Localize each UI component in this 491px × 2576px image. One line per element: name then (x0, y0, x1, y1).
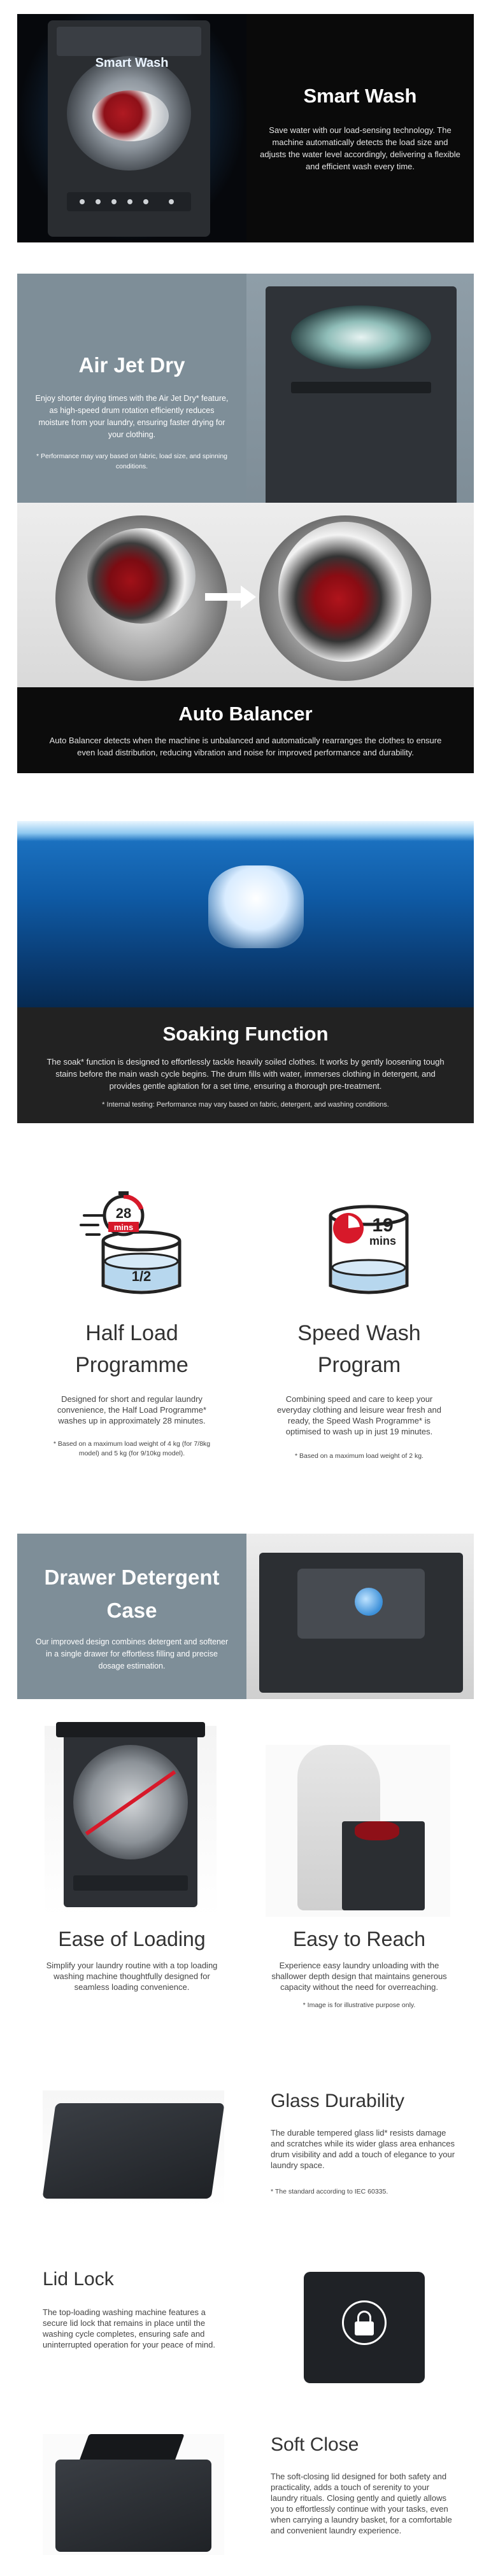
speed-wash-note: * Based on a maximum load weight of 2 kg. (295, 1452, 423, 1460)
drawer-detergent-section (17, 1534, 474, 1699)
air-jet-dry-note: * Performance may vary based on fabric, load size, and spinning conditions. (36, 452, 227, 470)
air-jet-dry-description: Enjoy shorter drying times with the Air Jet Dry* feature, as high-speed drum rotation efficiently reduces moisture from your laundry, ensuring faster drying for your clothing. (35, 393, 229, 439)
glass-durability-note: * The standard according to IEC 60335. (271, 2188, 388, 2195)
soaking-description: The soak* function is designed to effortlessly tackle heavily soiled clothes. It works by gently loosening tough stains before the main wash cycle begins. The drum fills with water, immerses clothing in detergent, and provides gentle agitation for a set time, ensuring a thorough pre-treatment. (46, 1056, 445, 1091)
detergent-cup (355, 1588, 383, 1616)
auto-balancer-image (17, 503, 474, 687)
lid-lock-description: The top-loading washing machine features a secure lid lock that remains in place until the washing cycle completes, ensuring safe and uninterrupted operation for your peace of mind. (43, 2307, 216, 2349)
smart-wash-description: Save water with our load-sensing technology. The machine automatically detects the load size and adjusts the water level accordingly, delivering a flexible and efficient wash every time. (260, 125, 460, 171)
easy-to-reach-title: Easy to Reach (292, 1928, 426, 1950)
smart-wash-image-title: Smart Wash (95, 56, 169, 70)
lock-icon (342, 2300, 387, 2345)
auto-balancer-section (17, 503, 474, 773)
ease-of-loading-description: Simplify your laundry routine with a top loading washing machine thoughtfully designed for seamless loading convenience. (46, 1961, 218, 1992)
speed-wash-title-line1: Speed Wash (297, 1321, 421, 1345)
easy-to-reach-description: Experience easy laundry unloading with the shallower depth design that maintains generous capacity without the need for overreaching. (271, 1961, 447, 1992)
speed-wash-title-line2: Program (317, 1353, 401, 1377)
laundry-load (92, 90, 169, 141)
soft-close-row (17, 2434, 474, 2561)
washing-machine-illustration (48, 20, 210, 237)
shirt-underwater (208, 865, 304, 948)
smart-wash-image (17, 14, 246, 242)
half-load-timer-icon (78, 1190, 186, 1298)
soft-close-description: The soft-closing lid designed for both safety and practicality, adds a touch of serenity to your laundry rituals. Closing gently and quietly allows you to effortlessly continue with your tasks, even when carrying a laundry basket, for a comfortable and convenient laundry experience. (271, 2472, 452, 2535)
drawer-title-line1: Drawer Detergent (44, 1565, 220, 1589)
drawer-description: Our improved design combines detergent and softener in a single drawer for effortless filling and precise dosage estimation. (35, 1637, 229, 1670)
glass-durability-image (43, 2090, 224, 2208)
half-load-fraction: 1/2 (131, 1268, 152, 1284)
ease-of-loading-image (45, 1726, 217, 1917)
half-load-description: Designed for short and regular laundry convenience, the Half Load Programme* washes up in approximately 28 minutes. (57, 1394, 207, 1425)
ease-of-loading-title: Ease of Loading (58, 1928, 206, 1950)
lid-lock-image (291, 2269, 438, 2386)
easy-to-reach-column (245, 1726, 473, 2019)
glass-lid (291, 305, 431, 369)
glass-durability-row (17, 2090, 474, 2211)
half-load-timer-number: 28 (115, 1205, 132, 1221)
soaking-note: * Internal testing: Performance may vary based on fabric, detergent, and washing conditions. (102, 1100, 389, 1109)
half-load-column (18, 1190, 246, 1546)
speed-wash-description: Combining speed and care to keep your everyday clothing and leisure wear fresh and ready, the Speed Wash Programme* is optimised to wash up in just 19 minutes. (277, 1394, 441, 1436)
half-load-timer-unit: mins (113, 1222, 134, 1232)
speed-wash-timer-icon (305, 1190, 413, 1298)
glass-durability-title: Glass Durability (271, 2090, 405, 2111)
soaking-image (17, 821, 474, 1007)
half-load-title-line1: Half Load (85, 1321, 178, 1345)
easy-to-reach-image (266, 1745, 450, 1917)
speed-wash-timer-unit: mins (369, 1235, 397, 1247)
soft-close-title: Soft Close (271, 2434, 359, 2455)
control-panel (67, 192, 191, 211)
drawer-image (246, 1534, 474, 1699)
soft-close-image (43, 2434, 224, 2555)
smart-wash-title: Smart Wash (303, 84, 417, 107)
drawer-title-line2: Case (106, 1598, 157, 1622)
auto-balancer-description: Auto Balancer detects when the machine is unbalanced and automatically rearranges the clothes to ensure even load distribution, reducing vibration and noise for improved performance and durability. (49, 735, 442, 757)
easy-to-reach-note: * Image is for illustrative purpose only. (302, 2001, 416, 2009)
lid-lock-row (17, 2269, 474, 2386)
smart-wash-section (17, 14, 474, 242)
speed-wash-column (245, 1190, 473, 1546)
arrow-right-icon (205, 585, 256, 608)
half-load-note: * Based on a maximum load weight of 4 kg (for 7/8kg model) and 5 kg (for 9/10kg model). (53, 1440, 211, 1457)
soaking-title: Soaking Function (162, 1022, 329, 1045)
air-jet-dry-title: Air Jet Dry (78, 353, 185, 377)
lid-lock-title: Lid Lock (43, 2269, 114, 2290)
ease-of-loading-column (18, 1726, 246, 2019)
half-load-title-line2: Programme (75, 1353, 189, 1377)
soaking-section (17, 821, 474, 1123)
auto-balancer-title: Auto Balancer (178, 702, 313, 725)
glass-durability-description: The durable tempered glass lid* resists damage and scratches while its wider glass area enhances drum visibility and add a touch of elegance to your laundry space. (271, 2128, 455, 2170)
speed-wash-timer-number: 19 (372, 1215, 394, 1236)
